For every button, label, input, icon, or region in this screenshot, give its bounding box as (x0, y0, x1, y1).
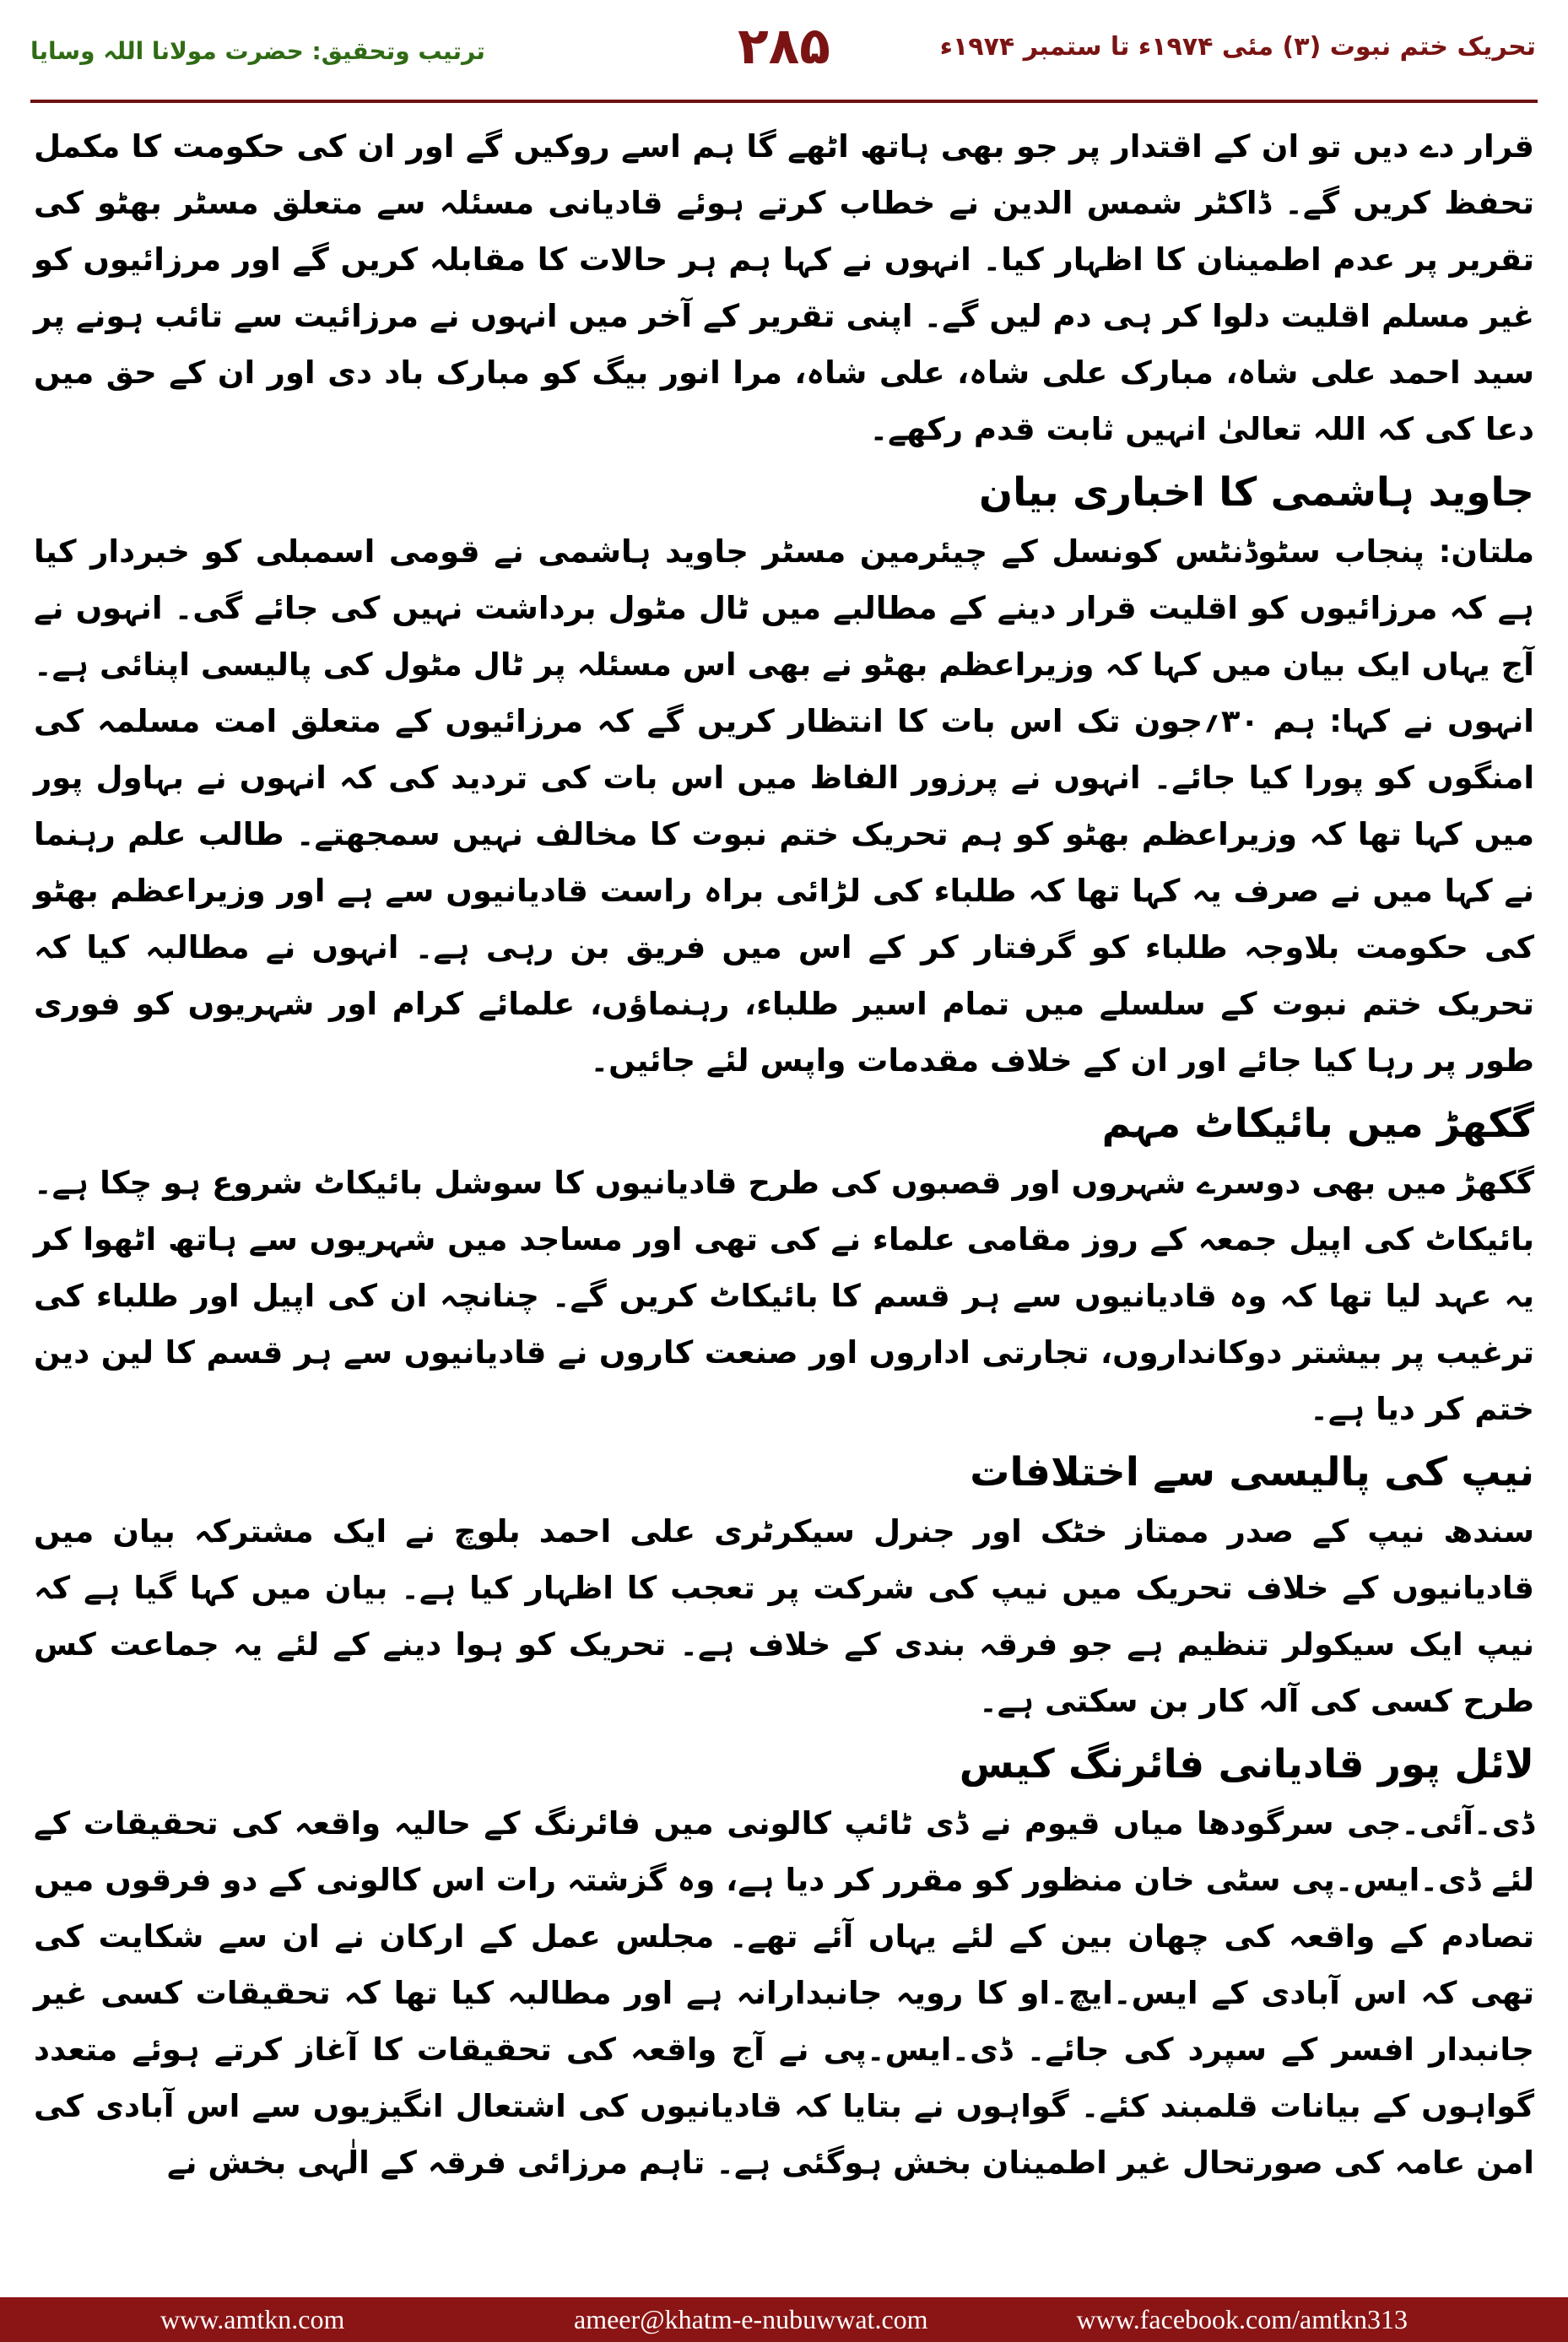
page-body (34, 118, 1534, 2191)
heading-gakhar-boycott: گکھڑ میں بائیکاٹ مہم (1101, 1101, 1534, 1147)
page-number: ۲۸۵ (738, 17, 830, 76)
website-link[interactable]: www.amtkn.com (160, 2304, 345, 2334)
header-divider (30, 100, 1538, 103)
heading-javed-hashmi-statement: جاوید ہاشمی کا اخباری بیان (979, 469, 1534, 516)
compiler-credit: ترتیب وتحقیق: حضرت مولانا اللہ وسایا (30, 37, 485, 65)
facebook-link[interactable]: www.facebook.com/amtkn313 (1076, 2304, 1408, 2334)
heading-lyallpur-firing-case: لائل پور قادیانی فائرنگ کیس (959, 1741, 1534, 1788)
paragraph-1: قرار دے دیں تو ان کے اقتدار پر جو بھی ہاتھ اٹھے گا ہم اسے روکیں گے اور ان کی حکومت کا مکمل تحفظ کریں گے۔ ڈاکٹر شمس الدین نے خطاب کرتے ہوئے قادیانی مسئلہ سے متعلق مسٹر بھٹو کی تقریر پر عدم اطمینان کا اظہار کیا۔ انہوں نے کہا ہم ہر حالات کا مقابلہ کریں گے اور مرزائیوں کو غیر مسلم اقلیت دلوا کر ہی دم لیں گے۔ اپنی تقریر کے آخر میں انہوں نے مرزائیت سے تائب ہونے پر سید احمد علی شاہ، مبارک علی شاہ، علی شاہ، مرا انور بیگ کو مبارک باد دی اور ان کے حق میں دعا کی کہ اللہ تعالیٰ انہیں ثابت قدم رکھے۔ (34, 128, 1534, 447)
page-footer (0, 2297, 1568, 2342)
email-link[interactable]: ameer@khatm-e-nubuwwat.com (574, 2304, 928, 2334)
paragraph-4: سندھ نیپ کے صدر ممتاز خٹک اور جنرل سیکرٹری علی احمد بلوچ نے ایک مشترکہ بیان میں قادیانیوں کے خلاف تحریک میں نیپ کی شرکت پر تعجب کا اظہار کیا ہے۔ بیان میں کہا گیا ہے کہ نیپ ایک سیکولر تنظیم ہے جو فرقہ بندی کے خلاف ہے۔ تحریک کو ہوا دینے کے لئے یہ جماعت کس طرح کسی کی آلہ کار بن سکتی ہے۔ (34, 1513, 1534, 1719)
paragraph-3: گکھڑ میں بھی دوسرے شہروں اور قصبوں کی طرح قادیانیوں کا سوشل بائیکاٹ شروع ہو چکا ہے۔ بائیکاٹ کی اپیل جمعہ کے روز مقامی علماء نے کی تھی اور مساجد میں شہریوں سے ہاتھ اٹھوا کر یہ عہد لیا تھا کہ وہ قادیانیوں سے ہر قسم کا بائیکاٹ کریں گے۔ چنانچہ ان کی اپیل اور طلباء کی ترغیب پر بیشتر دوکانداروں، تجارتی اداروں اور صنعت کاروں نے قادیانیوں سے ہر قسم کا لین دین ختم کر دیا ہے۔ (34, 1165, 1534, 1427)
heading-nap-policy-differences: نیپ کی پالیسی سے اختلافات (970, 1449, 1534, 1496)
page-header (0, 0, 1568, 100)
paragraph-2: ملتان: پنجاب سٹوڈنٹس کونسل کے چیئرمین مسٹر جاوید ہاشمی نے قومی اسمبلی کو خبردار کیا ہے کہ مرزائیوں کو اقلیت قرار دینے کے مطالبے میں ٹال مٹول برداشت نہیں کی جائے گی۔ انہوں نے آج یہاں ایک بیان میں کہا کہ وزیراعظم بھٹو نے بھی اس مسئلہ پر ٹال مٹول کی پالیسی اپنائی ہے۔ انہوں نے کہا: ہم ۳۰؍جون تک اس بات کا انتظار کریں گے کہ مرزائیوں کے متعلق امت مسلمہ کی امنگوں کو پورا کیا جائے۔ انہوں نے پرزور الفاظ میں اس بات کی تردید کی کہ انہوں نے بہاول پور میں کہا تھا کہ وزیراعظم بھٹو کو ہم تحریک ختم نبوت کا مخالف نہیں سمجھتے۔ طالب علم رہنما نے کہا میں نے صرف یہ کہا تھا کہ طلباء کی لڑائی براہ راست قادیانیوں سے ہے اور وزیراعظم بھٹو کی حکومت بلاوجہ طلباء کو گرفتار کر کے اس میں فریق بن رہی ہے۔ انہوں نے مطالبہ کیا کہ تحریک ختم نبوت کے سلسلے میں تمام اسیر طلباء، رہنماؤں، علمائے کرام اور شہریوں کو فوری طور پر رہا کیا جائے اور ان کے خلاف مقدمات واپس لئے جائیں۔ (34, 533, 1534, 1079)
paragraph-5: ڈی۔آئی۔جی سرگودھا میاں قیوم نے ڈی ٹائپ کالونی میں فائرنگ کے حالیہ واقعہ کی تحقیقات کے لئے ڈی۔ایس۔پی سٹی خان منظور کو مقرر کر دیا ہے، وہ گزشتہ رات اس کالونی کے دو فرقوں میں تصادم کے واقعہ کی چھان بین کے لئے یہاں آئے تھے۔ مجلس عمل کے ارکان نے ان سے شکایت کی تھی کہ اس آبادی کے ایس۔ایچ۔او کا رویہ جانبدارانہ ہے اور مطالبہ کیا تھا کہ تحقیقات کسی غیر جانبدار افسر کے سپرد کی جائے۔ ڈی۔ایس۔پی نے آج واقعہ کی تحقیقات کا آغاز کرتے ہوئے متعدد گواہوں کے بیانات قلمبند کئے۔ گواہوں نے بتایا کہ قادیانیوں کی اشتعال انگیزیوں سے اس آبادی کی امن عامہ کی صورتحال غیر اطمینان بخش ہوگئی ہے۔ تاہم مرزائی فرقہ کے الٰہی بخش نے (34, 1805, 1534, 2181)
book-title: تحریک ختم نبوت (۳) مئی ۱۹۷۴ء تا ستمبر ۱۹۷۴ء (939, 32, 1536, 62)
